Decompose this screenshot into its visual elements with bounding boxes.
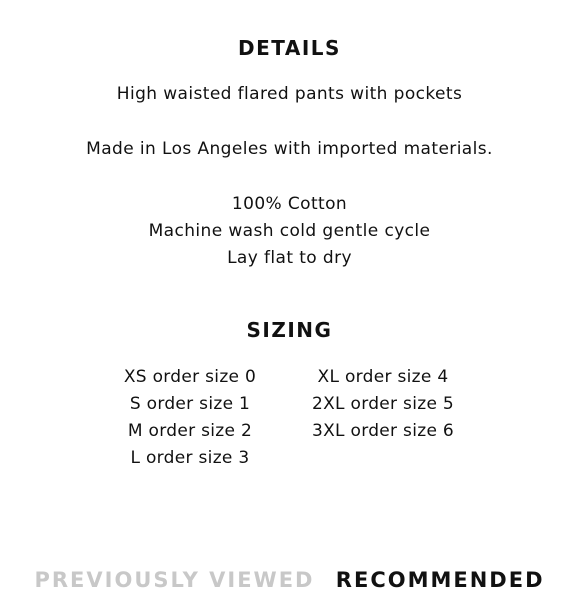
size-item-3xl: 3XL order size 6 bbox=[311, 421, 455, 441]
size-item-xl: XL order size 4 bbox=[317, 367, 449, 387]
sizing-right-column bbox=[293, 366, 473, 447]
details-care-wash: Machine wash cold gentle cycle bbox=[148, 221, 431, 241]
details-description: High waisted flared pants with pockets bbox=[116, 84, 463, 104]
product-tabs bbox=[0, 568, 579, 592]
size-item-l: L order size 3 bbox=[130, 448, 250, 468]
details-origin: Made in Los Angeles with imported materials. bbox=[86, 139, 493, 159]
sizing-heading: SIZING bbox=[246, 318, 333, 342]
details-care-dry: Lay flat to dry bbox=[227, 248, 352, 268]
sizing-left-column bbox=[100, 366, 280, 474]
tab-previously-viewed[interactable]: PREVIOUSLY VIEWED bbox=[34, 568, 315, 592]
details-material: 100% Cotton bbox=[231, 194, 348, 214]
size-item-xs: XS order size 0 bbox=[123, 367, 257, 387]
size-item-s: S order size 1 bbox=[129, 394, 251, 414]
tab-recommended[interactable]: RECOMMENDED bbox=[335, 568, 545, 592]
size-item-2xl: 2XL order size 5 bbox=[311, 394, 455, 414]
size-item-m: M order size 2 bbox=[127, 421, 253, 441]
details-heading: DETAILS bbox=[238, 36, 341, 60]
